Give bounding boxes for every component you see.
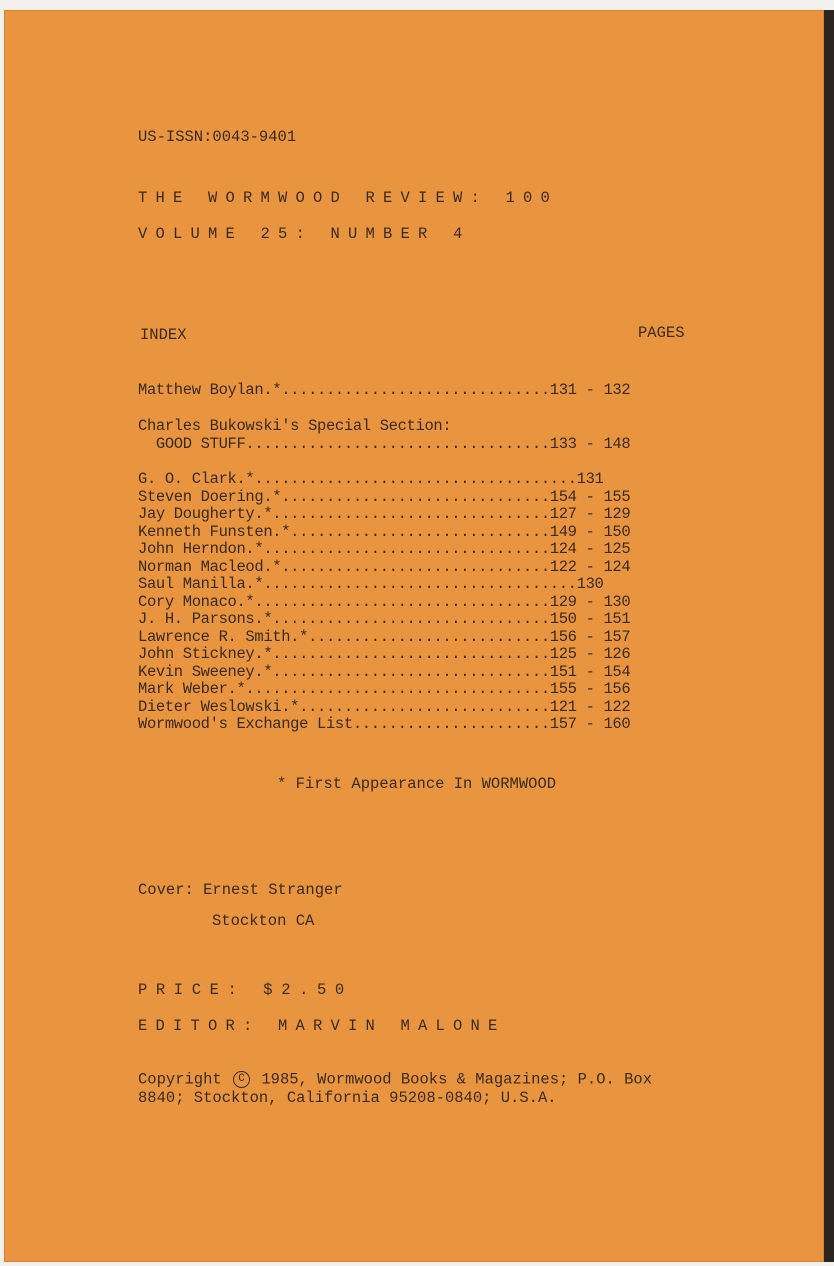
index-entry: G. O. Clark.*....................................131: [138, 470, 604, 488]
index-heading: INDEX: [140, 326, 187, 344]
index-entry: John Stickney.*...............................125 - 126: [138, 645, 631, 663]
index-entry: Mark Weber.*..................................155 - 156: [138, 680, 631, 698]
index-entry: Jay Dougherty.*...............................127 - 129: [138, 505, 631, 523]
special-section-title: Charles Bukowski's Special Section:: [138, 417, 452, 435]
cover-credit: Cover: Ernest Stranger: [138, 881, 343, 899]
copyright-icon: C: [233, 1071, 250, 1088]
index-entry: Kenneth Funsten.*.............................149 - 150: [138, 522, 631, 541]
index-entry: John Herndon.*................................124 - 125: [138, 540, 631, 558]
index-entry: Steven Doering.*..............................154 - 155: [138, 487, 631, 506]
index-entry: Saul Manilla.*...................................130: [138, 575, 604, 593]
index-entry: Norman Macleod.*..............................122 - 124: [138, 557, 631, 576]
magazine-back-cover: [4, 10, 824, 1262]
index-entry: Dieter Weslowski.*............................121 - 122: [138, 697, 631, 716]
issn-line: US-ISSN:0043-9401: [138, 128, 297, 146]
index-entry: Lawrence R. Smith.*...........................156 - 157: [138, 627, 631, 646]
editor-line: EDITOR: MARVIN MALONE: [138, 1017, 506, 1035]
index-entry-featured: Matthew Boylan.*..............................131 - 132: [138, 381, 631, 399]
index-entry: Cory Monaco.*.................................129 - 130: [138, 592, 631, 611]
footnote: * First Appearance In WORMWOOD: [277, 775, 557, 793]
special-section-entry: GOOD STUFF..................................133 - 148: [138, 435, 631, 453]
copyright-prefix: Copyright: [138, 1070, 222, 1089]
price-line: PRICE: $2.50: [138, 981, 353, 999]
binding-spine: [824, 10, 834, 1262]
journal-title: THE WORMWOOD REVIEW: 100: [138, 189, 559, 207]
copyright-line-2: 8840; Stockton, California 95208-0840; U.S.A.: [138, 1089, 557, 1107]
index-entry: Kevin Sweeney.*...............................151 - 154: [138, 662, 631, 681]
volume-number: VOLUME 25: NUMBER 4: [138, 225, 471, 243]
copyright-line-1: [138, 1071, 652, 1089]
cover-location: Stockton CA: [212, 912, 315, 930]
copyright-text: 1985, Wormwood Books & Magazines; P.O. Box: [261, 1070, 653, 1089]
index-entry: Wormwood's Exchange List......................157 - 160: [138, 715, 631, 733]
index-entry: J. H. Parsons.*...............................150 - 151: [138, 610, 631, 628]
pages-heading: PAGES: [638, 324, 685, 342]
